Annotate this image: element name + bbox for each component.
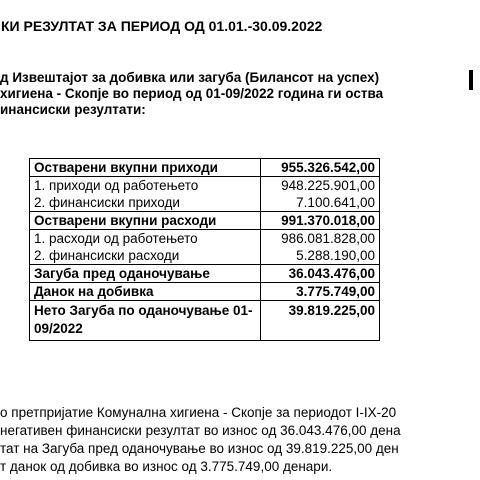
row-value: 955.326.542,00 <box>261 159 380 177</box>
row-value: 7.100.641,00 <box>261 194 380 212</box>
conclusion-line-1: о претпријатие Комунална хигиена - Скопје за периодот I-IX-20 <box>0 405 397 420</box>
row-value: 39.819.225,00 <box>261 301 380 341</box>
intro-line-2: хигиена - Скопје во период од 01-09/2022 година ги оства <box>0 86 384 101</box>
conclusion-line-4: т данок од добивка во износ од 3.775.749,00 денари. <box>0 459 333 474</box>
cropped-bracket-mark <box>469 70 473 90</box>
row-label: Загуба пред оданочување <box>30 265 261 283</box>
row-value: 3.775.749,00 <box>261 283 380 301</box>
financial-results-table <box>29 158 380 341</box>
row-label: 1. приходи од работењето <box>30 177 261 195</box>
row-label: Остварени вкупни расходи <box>30 212 261 230</box>
table-row <box>30 212 380 230</box>
table-row <box>30 194 380 212</box>
row-label: Данок на добивка <box>30 283 261 301</box>
report-heading: КИ РЕЗУЛТАТ ЗА ПЕРИОД ОД 01.01.-30.09.2022 <box>1 18 323 34</box>
row-value: 948.225.901,00 <box>261 177 380 195</box>
table-row <box>30 301 380 341</box>
conclusion-line-2: негативен финансиски резултат во износ од 36.043.476,00 дена <box>0 423 401 438</box>
table-row <box>30 230 380 248</box>
row-label: 1. расходи од работењето <box>30 230 261 248</box>
row-value: 991.370.018,00 <box>261 212 380 230</box>
table-row <box>30 265 380 283</box>
table-row <box>30 247 380 265</box>
row-label: Нето Загуба по одaночување 01-09/2022 <box>30 301 261 341</box>
table-row <box>30 177 380 195</box>
row-label: Остварени вкупни приходи <box>30 159 261 177</box>
table-row <box>30 283 380 301</box>
intro-line-1: д Извештајот за добивка или загуба (Билансот на успех) <box>0 70 380 85</box>
row-value: 5.288.190,00 <box>261 247 380 265</box>
row-value: 36.043.476,00 <box>261 265 380 283</box>
row-label: 2. финансиски приходи <box>30 194 261 212</box>
conclusion-line-3: тат на Загуба пред оданочување во износ од 39.819.225,00 ден <box>0 441 399 456</box>
intro-line-3: инансиски резултати: <box>0 102 146 117</box>
row-value: 986.081.828,00 <box>261 230 380 248</box>
row-label: 2. финансиски расходи <box>30 247 261 265</box>
table-row <box>30 159 380 177</box>
